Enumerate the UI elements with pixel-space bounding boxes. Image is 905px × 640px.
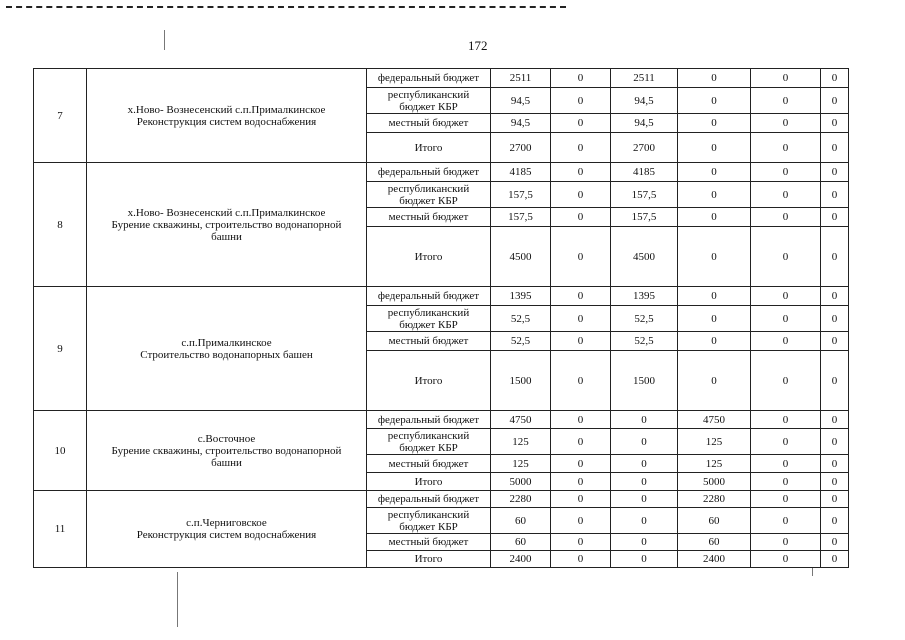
description-line: Бурение скважины, строительство водонапорной [111, 444, 342, 457]
funding-source: местный бюджет [367, 534, 491, 551]
description-line: х.Ново- Вознесенский с.п.Прималкинское [127, 103, 326, 116]
year-3-amount: 0 [678, 306, 751, 332]
total-amount: 125 [491, 429, 551, 455]
table-row [34, 411, 849, 429]
funding-source: Итого [367, 551, 491, 568]
year-4-amount: 0 [751, 473, 821, 491]
year-5-amount: 0 [821, 508, 849, 534]
table-row [34, 163, 849, 182]
year-3-amount: 0 [678, 351, 751, 411]
year-2-amount: 157,5 [611, 182, 678, 208]
table-row [34, 69, 849, 88]
total-amount: 2511 [491, 69, 551, 88]
description-line: Реконструкция систем водоснабжения [136, 115, 317, 128]
funding-source: республиканский бюджет КБР [367, 429, 491, 455]
year-2-amount: 0 [611, 508, 678, 534]
year-2-amount: 0 [611, 473, 678, 491]
scan-mark [164, 30, 165, 50]
year-3-amount: 0 [678, 133, 751, 163]
funding-source: федеральный бюджет [367, 287, 491, 306]
year-2-amount: 1500 [611, 351, 678, 411]
total-amount: 1395 [491, 287, 551, 306]
year-4-amount: 0 [751, 88, 821, 114]
total-amount: 94,5 [491, 114, 551, 133]
total-amount: 4185 [491, 163, 551, 182]
funding-source: республиканский бюджет КБР [367, 88, 491, 114]
year-4-amount: 0 [751, 182, 821, 208]
year-2-amount: 94,5 [611, 88, 678, 114]
description-line: с.п.Черниговское [186, 517, 267, 529]
funding-source: местный бюджет [367, 208, 491, 227]
year-2-amount: 157,5 [611, 208, 678, 227]
table-row [34, 491, 849, 508]
year-4-amount: 0 [751, 491, 821, 508]
year-2-amount: 0 [611, 551, 678, 568]
funding-source: республиканский бюджет КБР [367, 508, 491, 534]
year-1-amount: 0 [551, 208, 611, 227]
year-5-amount: 0 [821, 332, 849, 351]
description-line: с.п.Прималкинское [181, 336, 272, 349]
total-amount: 52,5 [491, 306, 551, 332]
funding-source: Итого [367, 351, 491, 411]
year-3-amount: 60 [678, 508, 751, 534]
year-5-amount: 0 [821, 133, 849, 163]
description-line: Бурение скважины, строительство водонапорной [111, 218, 342, 231]
year-5-amount: 0 [821, 551, 849, 568]
year-1-amount: 0 [551, 182, 611, 208]
funding-source: федеральный бюджет [367, 491, 491, 508]
row-number: 11 [34, 491, 87, 568]
year-2-amount: 4185 [611, 163, 678, 182]
year-1-amount: 0 [551, 473, 611, 491]
year-4-amount: 0 [751, 208, 821, 227]
year-3-amount: 0 [678, 163, 751, 182]
description-line: башни [211, 230, 242, 243]
scan-mark [812, 568, 813, 576]
year-5-amount: 0 [821, 88, 849, 114]
year-4-amount: 0 [751, 133, 821, 163]
year-2-amount: 1395 [611, 287, 678, 306]
funding-source: местный бюджет [367, 455, 491, 473]
year-3-amount: 60 [678, 534, 751, 551]
year-5-amount: 0 [821, 69, 849, 88]
year-3-amount: 0 [678, 227, 751, 287]
description-line: с.Восточное [197, 432, 256, 445]
year-5-amount: 0 [821, 208, 849, 227]
year-3-amount: 2280 [678, 491, 751, 508]
year-2-amount: 52,5 [611, 306, 678, 332]
year-2-amount: 2511 [611, 69, 678, 88]
year-1-amount: 0 [551, 227, 611, 287]
year-2-amount: 0 [611, 455, 678, 473]
project-description [87, 491, 367, 568]
total-amount: 157,5 [491, 208, 551, 227]
total-amount: 4500 [491, 227, 551, 287]
funding-source: федеральный бюджет [367, 69, 491, 88]
year-3-amount: 0 [678, 88, 751, 114]
funding-source: федеральный бюджет [367, 163, 491, 182]
year-1-amount: 0 [551, 163, 611, 182]
total-amount: 157,5 [491, 182, 551, 208]
year-3-amount: 0 [678, 69, 751, 88]
year-5-amount: 0 [821, 491, 849, 508]
year-1-amount: 0 [551, 508, 611, 534]
year-4-amount: 0 [751, 227, 821, 287]
description-line: х.Ново- Вознесенский с.п.Прималкинское [127, 206, 326, 219]
year-5-amount: 0 [821, 411, 849, 429]
total-amount: 94,5 [491, 88, 551, 114]
year-3-amount: 0 [678, 287, 751, 306]
year-5-amount: 0 [821, 473, 849, 491]
year-3-amount: 0 [678, 332, 751, 351]
year-1-amount: 0 [551, 332, 611, 351]
year-2-amount: 94,5 [611, 114, 678, 133]
funding-source: Итого [367, 227, 491, 287]
year-1-amount: 0 [551, 88, 611, 114]
funding-source: федеральный бюджет [367, 411, 491, 429]
funding-source: республиканский бюджет КБР [367, 306, 491, 332]
year-4-amount: 0 [751, 114, 821, 133]
year-1-amount: 0 [551, 69, 611, 88]
year-5-amount: 0 [821, 455, 849, 473]
row-number: 10 [34, 411, 87, 491]
year-5-amount: 0 [821, 182, 849, 208]
scan-mark [177, 572, 178, 627]
year-3-amount: 125 [678, 429, 751, 455]
year-1-amount: 0 [551, 491, 611, 508]
year-4-amount: 0 [751, 163, 821, 182]
year-5-amount: 0 [821, 351, 849, 411]
year-4-amount: 0 [751, 551, 821, 568]
description-line: башни [211, 456, 242, 469]
year-2-amount: 4500 [611, 227, 678, 287]
year-1-amount: 0 [551, 351, 611, 411]
funding-source: республиканский бюджет КБР [367, 182, 491, 208]
year-4-amount: 0 [751, 429, 821, 455]
budget-table [33, 68, 849, 568]
total-amount: 2280 [491, 491, 551, 508]
year-1-amount: 0 [551, 287, 611, 306]
total-amount: 52,5 [491, 332, 551, 351]
year-3-amount: 2400 [678, 551, 751, 568]
funding-source: Итого [367, 133, 491, 163]
row-number: 9 [34, 287, 87, 411]
year-2-amount: 0 [611, 411, 678, 429]
year-2-amount: 0 [611, 429, 678, 455]
year-2-amount: 0 [611, 491, 678, 508]
year-1-amount: 0 [551, 551, 611, 568]
year-1-amount: 0 [551, 534, 611, 551]
total-amount: 60 [491, 534, 551, 551]
project-description [87, 163, 367, 287]
year-3-amount: 125 [678, 455, 751, 473]
year-4-amount: 0 [751, 411, 821, 429]
year-4-amount: 0 [751, 306, 821, 332]
total-amount: 60 [491, 508, 551, 534]
total-amount: 2400 [491, 551, 551, 568]
table-row [34, 287, 849, 306]
top-border-line [6, 6, 566, 8]
total-amount: 1500 [491, 351, 551, 411]
page-number: 172 [468, 38, 488, 53]
year-5-amount: 0 [821, 114, 849, 133]
year-2-amount: 52,5 [611, 332, 678, 351]
row-number: 8 [34, 163, 87, 287]
total-amount: 125 [491, 455, 551, 473]
year-4-amount: 0 [751, 508, 821, 534]
project-description [87, 69, 367, 163]
total-amount: 2700 [491, 133, 551, 163]
funding-source: местный бюджет [367, 332, 491, 351]
year-4-amount: 0 [751, 287, 821, 306]
year-5-amount: 0 [821, 287, 849, 306]
year-2-amount: 2700 [611, 133, 678, 163]
year-5-amount: 0 [821, 306, 849, 332]
project-description [87, 411, 367, 491]
year-1-amount: 0 [551, 411, 611, 429]
year-5-amount: 0 [821, 163, 849, 182]
year-4-amount: 0 [751, 332, 821, 351]
year-1-amount: 0 [551, 455, 611, 473]
year-3-amount: 0 [678, 182, 751, 208]
row-number: 7 [34, 69, 87, 163]
year-4-amount: 0 [751, 455, 821, 473]
total-amount: 5000 [491, 473, 551, 491]
year-4-amount: 0 [751, 534, 821, 551]
year-3-amount: 0 [678, 114, 751, 133]
year-5-amount: 0 [821, 429, 849, 455]
description-line: Реконструкция систем водоснабжения [136, 529, 317, 541]
year-1-amount: 0 [551, 114, 611, 133]
project-description [87, 287, 367, 411]
year-3-amount: 0 [678, 208, 751, 227]
year-5-amount: 0 [821, 227, 849, 287]
year-4-amount: 0 [751, 69, 821, 88]
funding-source: Итого [367, 473, 491, 491]
year-3-amount: 4750 [678, 411, 751, 429]
year-4-amount: 0 [751, 351, 821, 411]
year-1-amount: 0 [551, 429, 611, 455]
year-1-amount: 0 [551, 306, 611, 332]
year-2-amount: 0 [611, 534, 678, 551]
description-line: Строительство водонапорных башен [140, 348, 313, 361]
year-5-amount: 0 [821, 534, 849, 551]
year-1-amount: 0 [551, 133, 611, 163]
funding-source: местный бюджет [367, 114, 491, 133]
total-amount: 4750 [491, 411, 551, 429]
year-3-amount: 5000 [678, 473, 751, 491]
